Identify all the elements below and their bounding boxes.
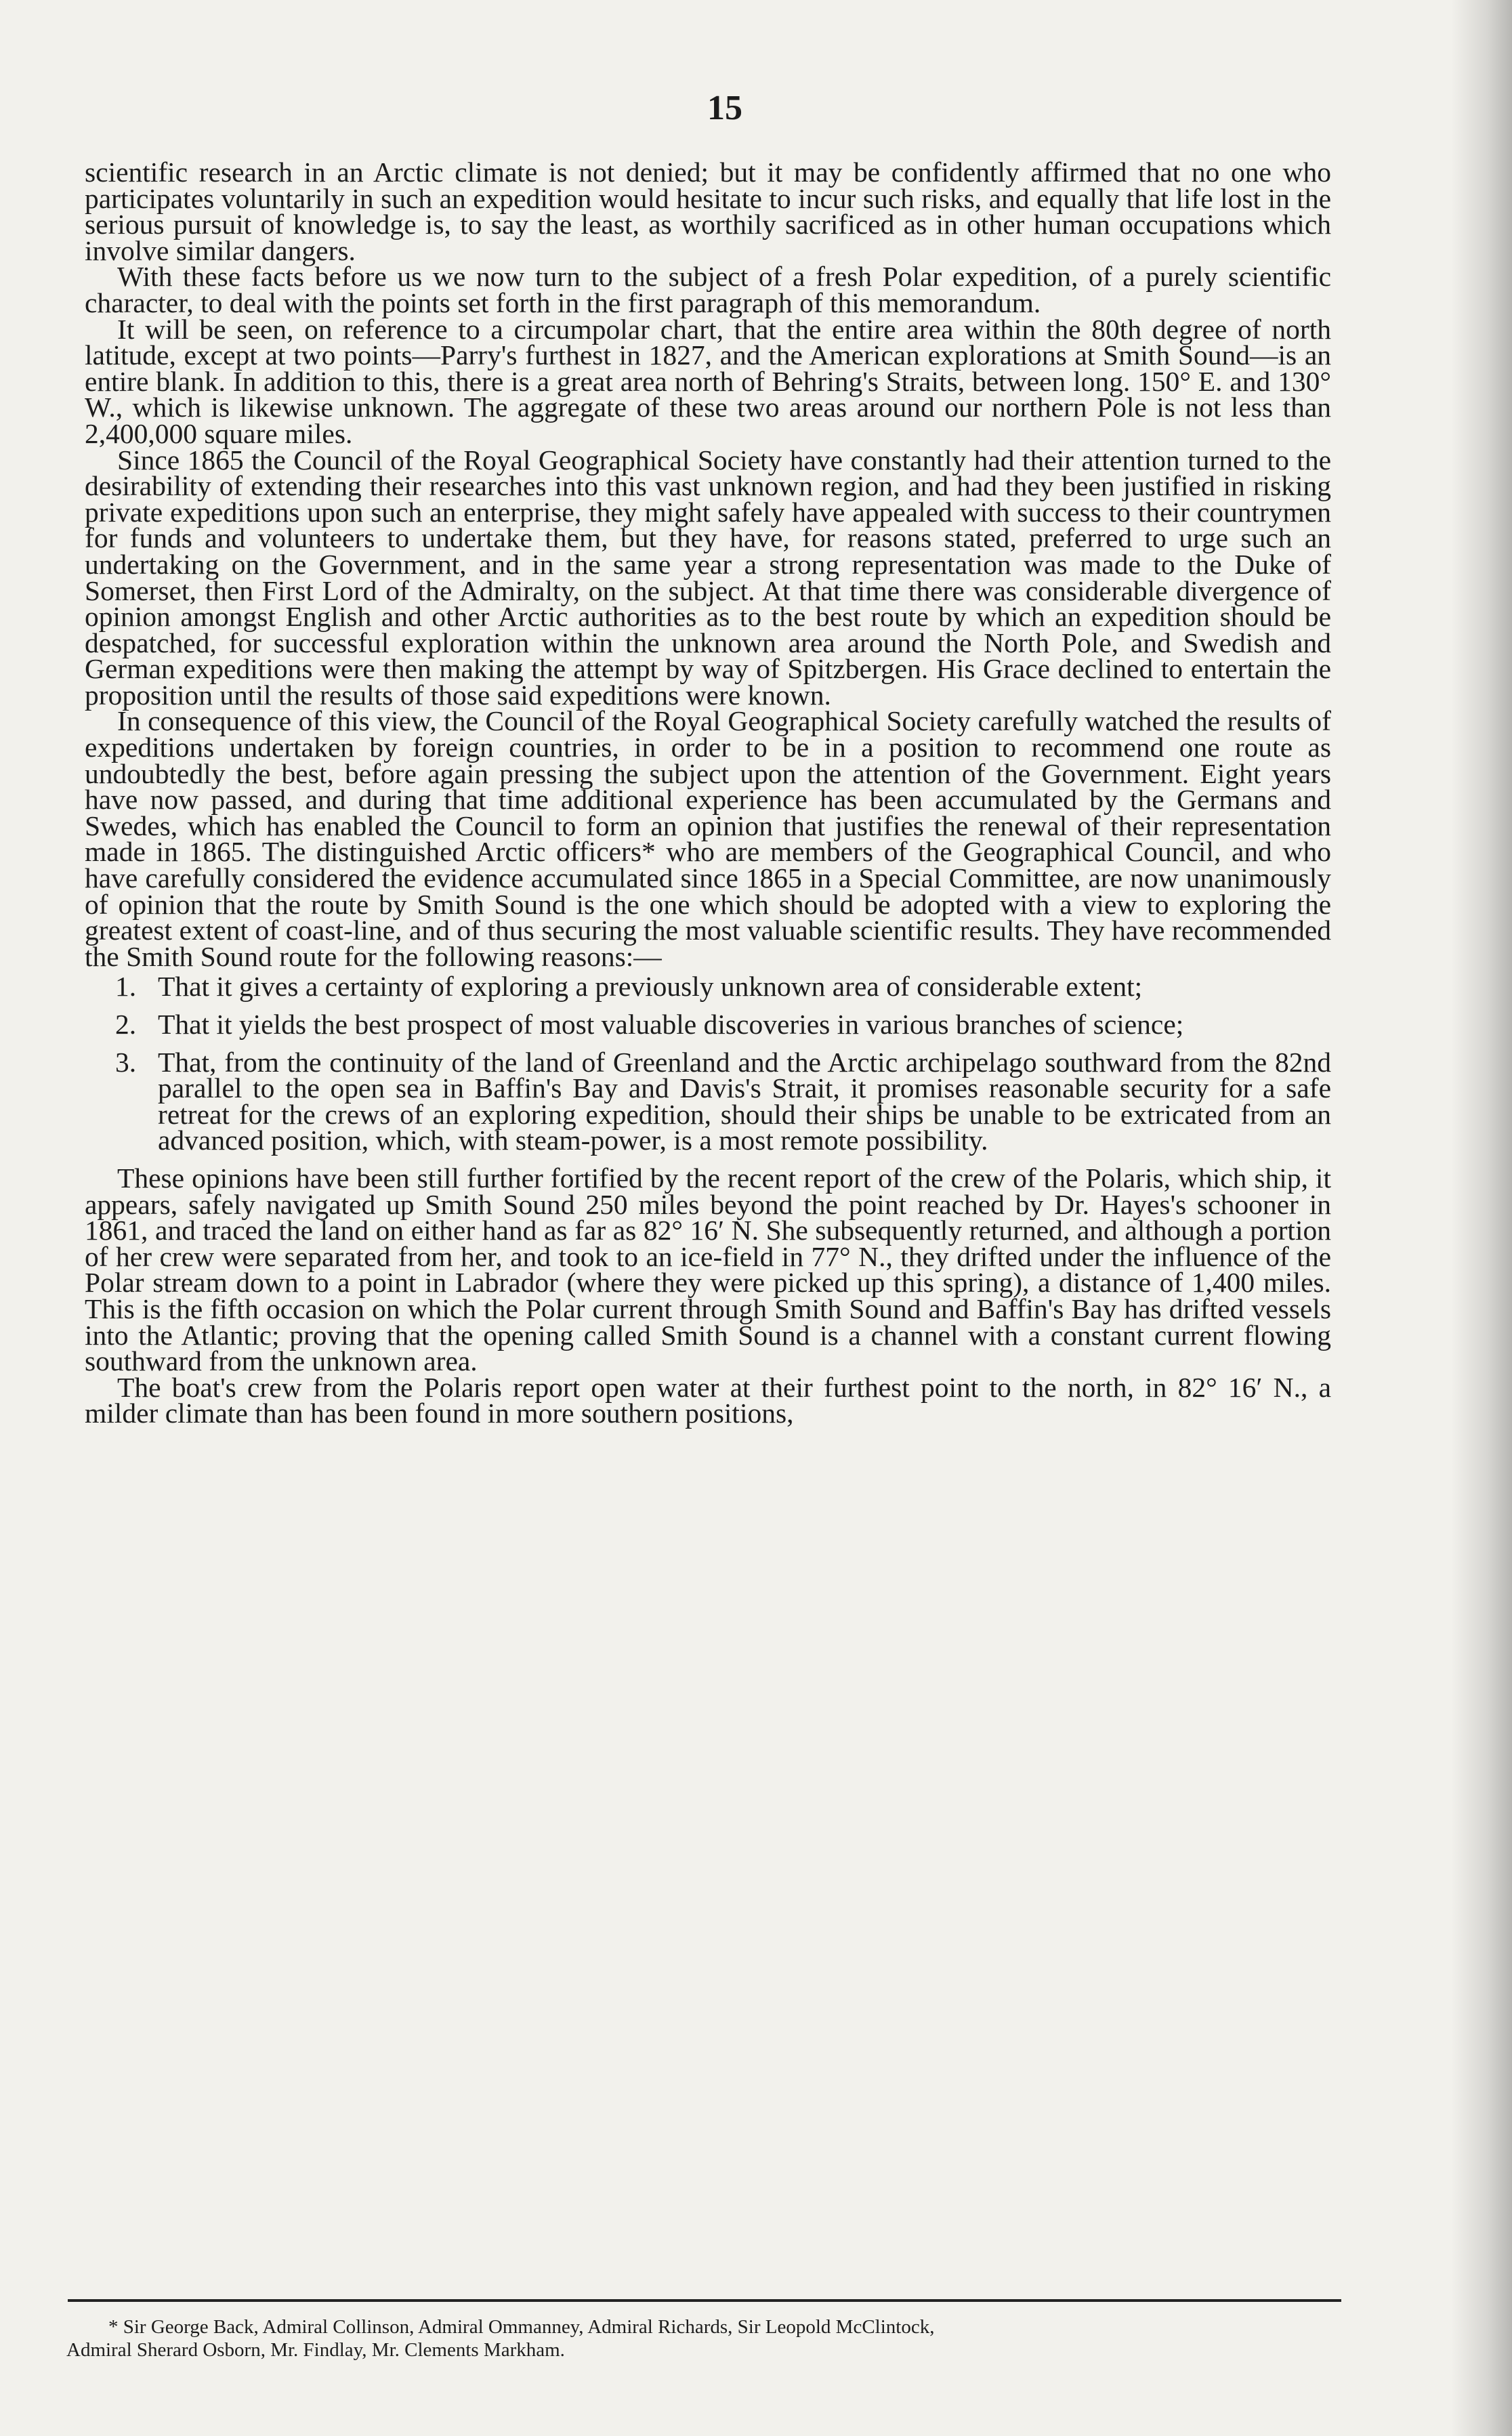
paragraph-boat-crew: The boat's crew from the Polaris report open water at their furthest point to the north, in 82° 16′ N., a milder climate than has been found in more southern positions, [85, 1371, 1331, 1429]
reason-number: 2. [115, 1009, 137, 1040]
page-edge-shadow [1451, 0, 1512, 2436]
reason-text: That it gives a certainty of exploring a previously unknown area of considerable extent; [158, 971, 1143, 1003]
reason-item [85, 1011, 1331, 1038]
reason-number: 3. [115, 1046, 137, 1078]
footnote-line: * Sir George Back, Admiral Collinson, Admiral Ommanney, Admiral Richards, Sir Leopold McClintock, [108, 2316, 935, 2338]
paragraph-continuation: scientific research in an Arctic climate is not denied; but it may be confidently affirmed that no one who participates voluntarily in such an expedition would hesitate to incur such risks, and equally that life lost in the serious pursuit of knowledge is, to say the least, as worthily sacrificed as in other human occupations which involve similar dangers. [85, 156, 1331, 266]
paragraph-polaris-report: These opinions have been still further fortified by the recent report of the crew of the Polaris, which ship, it appears, safely navigated up Smith Sound 250 miles beyond the point reached by Dr. Hayes's schooner in 1861, and traced the land on either hand as far as 82° 16′ N. She subsequently returned, and although a portion of her crew were separated from her, and took to an ice-field in 77° N., they drifted under the influence of the Polar stream down to a point in Labrador (where they were picked up this spring), a distance of 1,400 miles. This is the fifth occasion on which the Polar current through Smith Sound and Baffin's Bay has drifted vessels into the Atlantic; proving that the opening called Smith Sound is a channel with a constant current flowing southward from the unknown area. [85, 1162, 1331, 1377]
reason-item [85, 971, 1331, 1003]
paragraph-fresh-expedition: With these facts before us we now turn to the subject of a fresh Polar expedition, of a purely scientific character, to deal with the points set forth in the first paragraph of this memorandum. [85, 261, 1331, 318]
reason-item [85, 1046, 1331, 1156]
reason-text: That, from the continuity of the land of Greenland and the Arctic archipelago southward from the 82nd parallel to the open sea in Baffin's Bay and Davis's Strait, it promises reasonable security for a safe retreat for the crews of an exploring expedition, should their ships be unable to be extricated from an advanced position, which, with steam-power, is a most remote possibility. [158, 1046, 1331, 1156]
reason-text: That it yields the best prospect of most valuable discoveries in various branches of science; [158, 1009, 1184, 1040]
reasons-list [85, 973, 1331, 1154]
memorandum-body [85, 156, 1331, 1429]
page-number: 15 [707, 89, 742, 127]
footnote [66, 2315, 1341, 2361]
paragraph-smith-sound-route: In consequence of this view, the Council of the Royal Geographical Society carefully watched the results of expeditions undertaken by foreign countries, in order to be in a position to recommend one route as undoubtedly the best, before again pressing the subject upon the attention of the Government. Eight years have now passed, and during that time additional experience has been accumulated by the Germans and Swedes, which has enabled the Council to form an opinion that justifies the renewal of their representation made in 1865. The distinguished Arctic officers* who are members of the Geographical Council, and who have carefully considered the evidence accumulated since 1865 in a Special Committee, are now unanimously of opinion that the route by Smith Sound is the one which should be adopted with a view to exploring the greatest extent of coast-line, and of thus securing the most valuable scientific results. They have recommended the Smith Sound route for the following reasons:— [85, 705, 1331, 972]
reason-number: 1. [115, 971, 137, 1003]
paragraph-council-history: Since 1865 the Council of the Royal Geographical Society have constantly had their attention turned to the desirability of extending their researches into this vast unknown region, and had they been justified in risking private expeditions upon such an enterprise, they might safely have appealed with success to their countrymen for funds and volunteers to undertake them, but they have, for reasons stated, preferred to urge such an undertaking on the Government, and in the same year a strong representation was made to the Duke of Somerset, then First Lord of the Admiralty, on the subject. At that time there was considerable divergence of opinion amongst English and other Arctic authorities as to the best route by which an expedition should be despatched, for successful exploration within the unknown area around the North Pole, and Swedish and German expeditions were then making the attempt by way of Spitzbergen. His Grace declined to entertain the proposition until the results of those said expeditions were known. [85, 444, 1331, 711]
paragraph-circumpolar-chart: It will be seen, on reference to a circumpolar chart, that the entire area within the 80th degree of north latitude, except at two points—Parry's furthest in 1827, and the American explorations at Smith Sound—is an entire blank. In addition to this, there is a great area north of Behring's Straits, between long. 150° E. and 130° W., which is likewise unknown. The aggregate of these two areas around our northern Pole is not less than 2,400,000 square miles. [85, 313, 1331, 449]
footnote-rule [68, 2299, 1341, 2302]
footnote-line: Admiral Sherard Osborn, Mr. Findlay, Mr. Clements Markham. [66, 2339, 565, 2361]
